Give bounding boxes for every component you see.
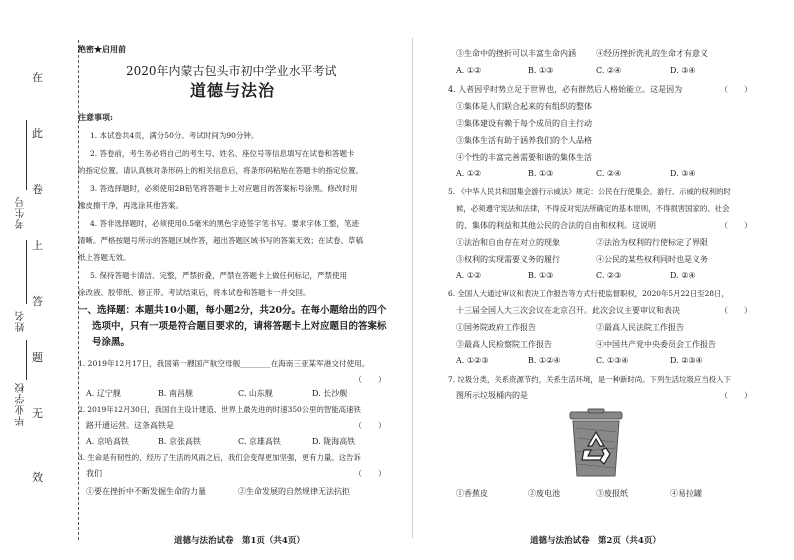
name-label: 姓名 [16, 310, 27, 332]
question-6-stem: 6. 全国人大通过审议和表决工作报告等方式行使监督职权，2020年5月22日至28日， [448, 289, 729, 298]
option-a[interactable]: A. ①② [456, 271, 482, 280]
question-3-stem: 3. 生命是有韧性的，经历了生活的风雨之后，我们会变得更加坚强，更有力量。这告诉 [78, 453, 361, 462]
statement-item: ④公民的某些权利同时也是义务 [596, 255, 708, 264]
waste-option[interactable]: ①香蕉皮 [456, 489, 488, 498]
statement-item: ③生命中的挫折可以丰富生命内涵 [456, 49, 576, 58]
option-d[interactable]: D. 陇海高铁 [312, 437, 356, 446]
option-b[interactable]: B. 京张高铁 [158, 437, 201, 446]
option-c[interactable]: C. 山东舰 [238, 389, 273, 398]
option-c[interactable]: C. ②③ [596, 271, 622, 280]
option-b[interactable]: B. ①②④ [528, 356, 561, 365]
statement-item: ①法治和自由存在对立的现象 [456, 238, 560, 247]
strip-char: 效 [32, 471, 43, 484]
strip-char: 卷 [32, 183, 43, 196]
option-d[interactable]: D. ②③④ [670, 356, 703, 365]
note-line: 涂改液、胶带纸、修正带。考试结束后，将本试卷和答题卡一并交回。 [78, 288, 311, 297]
confidential-mark: 绝密★启用前 [78, 44, 126, 54]
statement-item: ④中国共产党中央委员会工作报告 [596, 340, 716, 349]
option-c[interactable]: C. ①③④ [596, 356, 629, 365]
statement-item: ②最高人民法院工作报告 [596, 323, 684, 332]
statement-item: ①国务院政府工作报告 [456, 323, 536, 332]
question-3-stem: 我们 [86, 469, 102, 478]
strip-char: 在 [32, 71, 43, 84]
question-2-stem: 路开通运营。这条高铁是 [86, 421, 174, 430]
statement-item: ③权利的实现需要义务的履行 [456, 255, 560, 264]
question-5-stem: 的、集体的利益和其他公民的合法的自由和权利。这说明 [456, 221, 656, 230]
answer-paren[interactable]: （ ） [720, 221, 752, 230]
note-line: 清晰。严格按题号所示的答题区域作答，超出答题区域书写的答案无效；在试卷、草稿 [78, 236, 363, 245]
exam-title: 2020年内蒙古包头市初中学业水平考试 [126, 64, 337, 78]
option-d[interactable]: D. ③④ [670, 169, 696, 178]
option-c[interactable]: C. 京雄高铁 [238, 437, 281, 446]
statement-item: ②生命发展的自然规律无法抗拒 [238, 487, 350, 496]
school-label: 毕业学校 [16, 382, 27, 426]
answer-paren[interactable]: （ ） [354, 469, 386, 478]
waste-option[interactable]: ②废电池 [528, 489, 560, 498]
option-a[interactable]: A. ①② [456, 169, 482, 178]
note-line: 5. 保持答题卡清洁、完整，严禁折叠，严禁在答题卡上做任何标记，严禁使用 [90, 271, 348, 280]
name-blank[interactable] [26, 240, 27, 304]
option-b[interactable]: B. ①③ [528, 271, 554, 280]
note-line: 4. 答非选择题时，必须使用0.5毫米的黑色字迹签字笔书写。要求字体工整，笔迹 [90, 219, 359, 228]
strip-char: 上 [32, 239, 43, 252]
school-blank[interactable] [26, 340, 27, 380]
section-heading: 选项中，只有一项是符合题目要求的，请将答题卡上对应题目的答案标 [92, 321, 387, 332]
answer-paren[interactable]: （ ） [720, 391, 752, 400]
note-line: 的指定位置。请认真核对条形码上的相关信息后，将条形码粘贴在答题卡的指定位置。 [78, 166, 363, 175]
statement-item: ②集体建设有赖于每个成员的自主行动 [456, 119, 592, 128]
question-7-stem: 7. 垃圾分类，关系资源节约，关系生活环境，是一种新时尚。下列生活垃圾应当投入下 [448, 375, 731, 384]
option-d[interactable]: D. 长沙舰 [312, 389, 348, 398]
answer-paren[interactable]: （ ） [720, 306, 752, 315]
waste-option[interactable]: ③废报纸 [596, 489, 628, 498]
exam-number-blank[interactable] [26, 120, 27, 190]
exam-number-label: 考生号 [16, 196, 27, 229]
answer-paren[interactable]: （ ） [354, 421, 386, 430]
page-footer: 道德与法治试卷 第2页（共4页） [530, 536, 661, 546]
option-d[interactable]: D. ③④ [670, 66, 696, 75]
notes-heading: 注意事项: [78, 112, 113, 122]
page-2 [430, 0, 770, 560]
option-b[interactable]: B. 南昌舰 [158, 389, 193, 398]
option-a[interactable]: A. ①②③ [456, 356, 489, 365]
question-6-stem: 十三届全国人大三次会议在北京召开。此次会议主要审议和表决 [456, 306, 680, 315]
question-4-stem: 4. 人者因乎时势立足于世界也，必有群然后人格始能立。这是因为 [448, 85, 683, 94]
question-7-stem: 图所示垃圾桶内的是 [456, 391, 528, 400]
option-d[interactable]: D. ②④ [670, 271, 696, 280]
subject-title: 道德与法治 [190, 81, 276, 100]
statement-item: ④经历挫折洗礼的生命才有意义 [596, 49, 708, 58]
question-5-stem: 5. 《中华人民共和国集会游行示威法》规定：公民在行使集会、游行、示威的权利的时 [448, 187, 731, 196]
note-line: 纸上答题无效。 [78, 253, 131, 262]
note-line: 1. 本试卷共4页，满分50分。考试时间为90分钟。 [90, 131, 259, 140]
option-b[interactable]: B. ①③ [528, 66, 554, 75]
statement-item: ③集体生活有助于涵养我们的个人品格 [456, 136, 592, 145]
question-2-stem: 2. 2019年12月30日，我国自主设计建造、世界上最先进的时速350公里的智能高速铁 [78, 405, 361, 414]
recycle-bin-icon [560, 408, 632, 480]
statement-item: ①集体是人们联合起来的有组织的整体 [456, 102, 592, 111]
page-footer: 道德与法治试卷 第1页（共4页） [174, 536, 305, 546]
statement-item: ④个性的丰富完善需要和谐的集体生活 [456, 153, 592, 162]
question-1-stem: 1. 2019年12月17日，我国第一艘国产航空母舰________在海南三亚某军港交付使用。 [78, 359, 370, 368]
option-a[interactable]: A. ①② [456, 66, 482, 75]
option-c[interactable]: C. ②④ [596, 66, 622, 75]
option-c[interactable]: C. ②④ [596, 169, 622, 178]
strip-char: 此 [32, 127, 43, 140]
statement-item: ③最高人民检察院工作报告 [456, 340, 552, 349]
section-heading: 一、选择题：本题共10小题，每小题2分，共20分。在每小题给出的四个 [78, 305, 387, 316]
strip-char: 题 [32, 351, 43, 364]
page-divider [412, 38, 413, 538]
page-1 [72, 0, 402, 560]
note-line: 3. 答选择题时，必须使用2B铅笔将答题卡上对应题目的答案标号涂黑。修改时用 [90, 184, 358, 193]
strip-char: 无 [32, 407, 43, 420]
question-5-stem: 候，必须遵守宪法和法律，不得反对宪法所确定的基本原则，不得损害国家的、社会 [456, 204, 730, 213]
answer-paren[interactable]: （ ） [720, 85, 752, 94]
note-line: 2. 答卷前，考生务必将自己的考生号、姓名、座位号等信息填写在试卷和答题卡 [90, 149, 355, 158]
option-a[interactable]: A. 辽宁舰 [86, 389, 121, 398]
section-heading: 号涂黑。 [92, 337, 131, 348]
option-b[interactable]: B. ①③ [528, 169, 554, 178]
answer-paren[interactable]: （ ） [354, 375, 386, 384]
note-line: 橡皮擦干净，再选涂其他答案。 [78, 201, 183, 210]
statement-item: ①要在挫折中不断发掘生命的力量 [86, 487, 206, 496]
option-a[interactable]: A. 京哈高铁 [86, 437, 129, 446]
waste-option[interactable]: ④易拉罐 [670, 489, 702, 498]
strip-char: 答 [32, 295, 43, 308]
statement-item: ②法治为权利的行使标定了界限 [596, 238, 708, 247]
